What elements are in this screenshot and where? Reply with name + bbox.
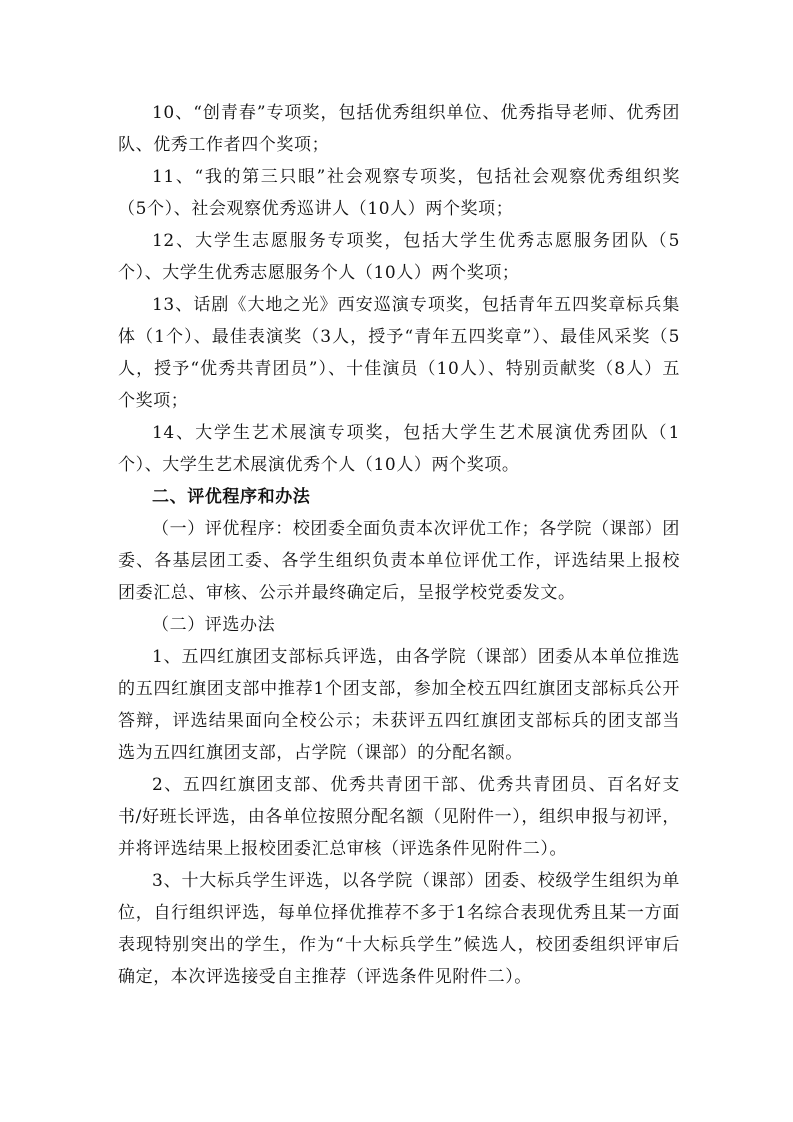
paragraph-item-11: 11、“我的第三只眼”社会观察专项奖，包括社会观察优秀组织奖（5个）、社会观察优秀巡讲人（10人）两个奖项； — [118, 167, 680, 219]
paragraph-item-12: 12、大学生志愿服务专项奖，包括大学生优秀志愿服务团队（5个）、大学生优秀志愿服务个人（10人）两个奖项； — [118, 231, 680, 283]
paragraph-item-14: 14、大学生艺术展演专项奖，包括大学生艺术展演优秀团队（1个）、大学生艺术展演优秀个人（10人）两个奖项。 — [118, 423, 680, 475]
paragraph-method-1: 1、五四红旗团支部标兵评选，由各学院（课部）团委从本单位推选的五四红旗团支部中推荐1个团支部，参加全校五四红旗团支部标兵公开答辩，评选结果面向全校公示；未获评五四红旗团支部标兵的团支部当选为五四红旗团支部，占学院（课部）的分配名额。 — [118, 647, 680, 763]
paragraph-item-13: 13、话剧《大地之光》西安巡演专项奖，包括青年五四奖章标兵集体（1个）、最佳表演奖（3人，授予“青年五四奖章”）、最佳风采奖（5人，授予“优秀共青团员”）、十佳演员（10人）、特别贡献奖（8人）五个奖项； — [118, 295, 680, 411]
paragraph-procedure: （一）评优程序：校团委全面负责本次评优工作；各学院（课部）团委、各基层团工委、各学生组织负责本单位评优工作，评选结果上报校团委汇总、审核、公示并最终确定后，呈报学校党委发文。 — [118, 519, 680, 603]
paragraph-method-3: 3、十大标兵学生评选，以各学院（课部）团委、校级学生组织为单位，自行组织评选，每单位择优推荐不多于1名综合表现优秀且某一方面表现特别突出的学生，作为“十大标兵学生”候选人，校团委组织评审后确定，本次评选接受自主推荐（评选条件见附件二）。 — [118, 871, 680, 987]
paragraph-method-2: 2、五四红旗团支部、优秀共青团干部、优秀共青团员、百名好支书/好班长评选，由各单位按照分配名额（见附件一），组织申报与初评，并将评选结果上报校团委汇总审核（评选条件见附件二）。 — [118, 775, 680, 859]
document-body — [118, 97, 680, 993]
paragraph-item-10: 10、“创青春”专项奖，包括优秀组织单位、优秀指导老师、优秀团队、优秀工作者四个奖项； — [118, 103, 680, 155]
subheading-methods: （二）评选办法 — [152, 615, 276, 635]
section-heading-2: 二、评优程序和办法 — [152, 487, 311, 507]
